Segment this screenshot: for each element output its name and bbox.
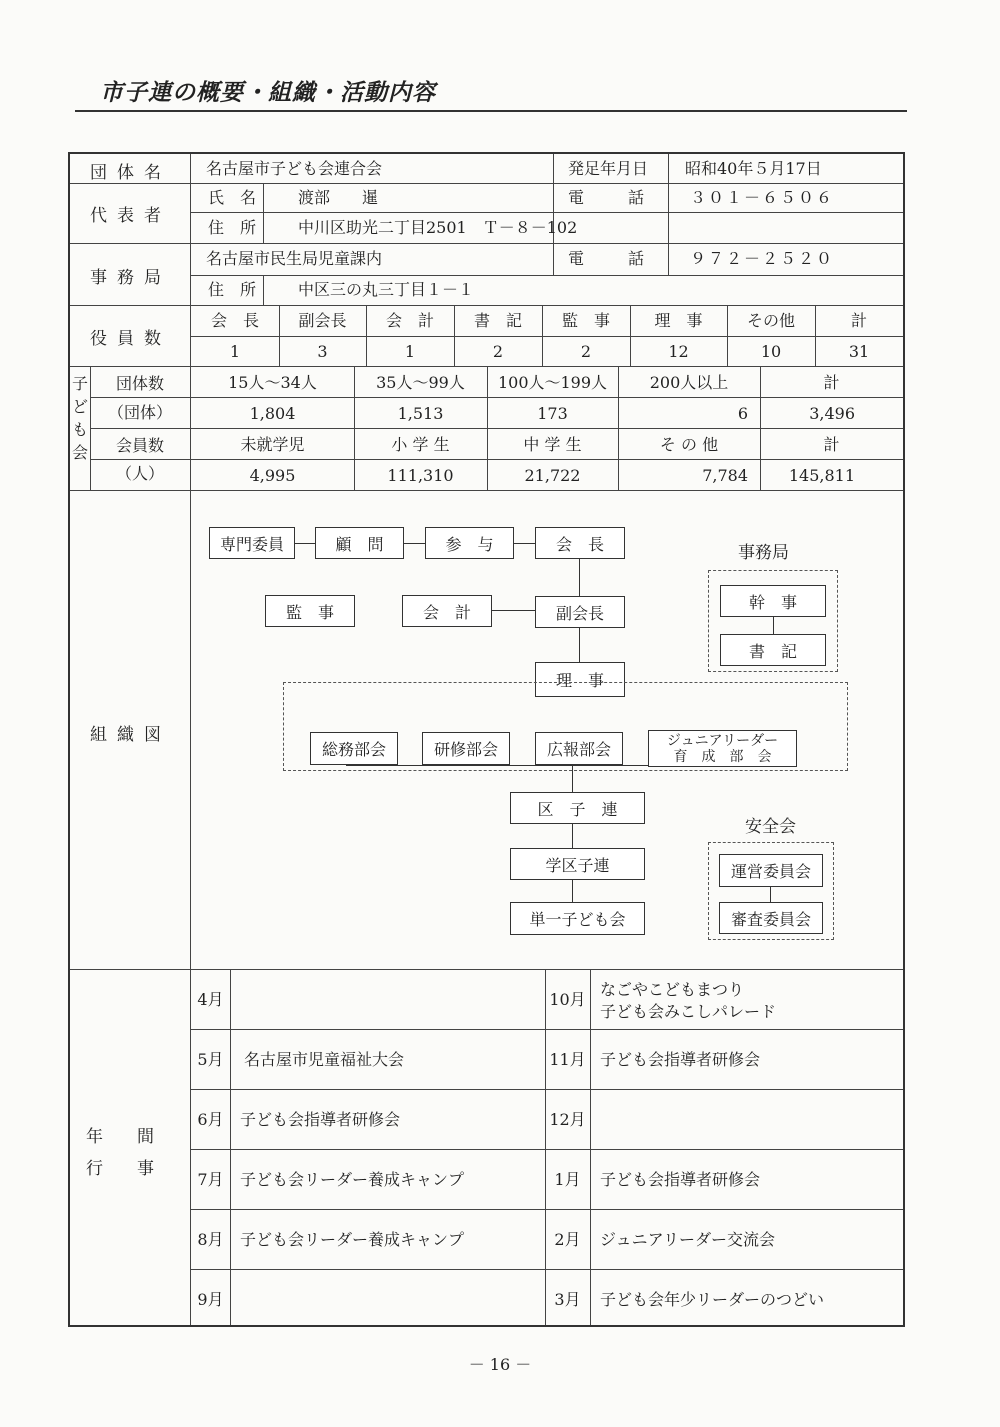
officer-count: 1 (404, 342, 416, 361)
junior-line-2: 育 成 部 会 (673, 748, 772, 765)
officer-header: 会 計 (385, 311, 434, 330)
row-rule (190, 1029, 903, 1030)
officer-count: 2 (580, 342, 592, 361)
connector (572, 880, 573, 902)
office-address: 中区三の丸三丁目１－１ (298, 280, 475, 299)
connector (492, 610, 535, 611)
chart-box-kenshu: 研修部会 (422, 732, 510, 765)
group-header: 100人～199人 (497, 373, 608, 392)
rep-name: 渡部 暹 (298, 188, 379, 207)
row-rule (90, 397, 903, 398)
member-count: 4,995 (249, 466, 296, 485)
chart-box-shinsa: 審査委員会 (719, 902, 823, 934)
row-rule (70, 183, 903, 184)
members-label-unit: （人） (115, 464, 164, 483)
chart-box-kaikei: 会 計 (402, 595, 492, 627)
org-name: 名古屋市子ども会連合会 (206, 159, 383, 178)
event-month: 3月 (554, 1290, 581, 1309)
row-rule (190, 275, 903, 276)
officer-header: 計 (850, 311, 867, 330)
event-text: 子ども会年少リーダーのつどい (600, 1290, 825, 1309)
chart-box-kanji: 監 事 (265, 595, 355, 627)
junior-line-1: ジュニアリーダー (666, 732, 779, 749)
officer-header: 会 長 (210, 311, 259, 330)
event-text: 子ども会指導者研修会 (600, 1050, 761, 1069)
member-header: 計 (823, 435, 840, 454)
officer-count: 3 (317, 342, 328, 361)
row-rule (190, 212, 903, 213)
chart-box-junior (648, 730, 797, 767)
office-tel: ９７２－２５２０ (690, 249, 835, 268)
group-count: 1,513 (397, 404, 444, 423)
founded-date: 昭和40年５月17日 (685, 159, 822, 178)
title-rule (75, 110, 907, 112)
row-rule (90, 459, 903, 460)
col-rule (545, 969, 546, 1325)
row-rule (70, 243, 903, 244)
member-header: 小 学 生 (391, 435, 450, 454)
col-rule (553, 154, 554, 275)
col-rule (263, 183, 264, 243)
row-rule (190, 1149, 903, 1150)
office-label: 事務局 (90, 268, 171, 288)
connector (572, 824, 573, 848)
members-label: 会員数 (115, 436, 164, 455)
connector (404, 543, 425, 544)
chart-box-kaicho: 会 長 (535, 527, 625, 559)
chart-box-tanitsu: 単一子ども会 (510, 902, 645, 935)
chart-box-koho: 広報部会 (535, 732, 623, 765)
chart-box-shoki: 書 記 (720, 634, 826, 666)
row-rule (70, 969, 903, 970)
office-name: 名古屋市民生局児童課内 (206, 249, 383, 268)
group-header: 15人～34人 (228, 373, 317, 392)
member-count: 111,310 (387, 466, 454, 485)
office-group-title: 事務局 (738, 543, 789, 563)
annual-events-label-1: 年 間 (86, 1127, 154, 1147)
event-month: 6月 (197, 1110, 224, 1129)
event-month: 12月 (549, 1110, 586, 1129)
office-address-label: 住 所 (208, 280, 257, 299)
groups-label: 団体数 (115, 374, 164, 393)
member-count: 7,784 (702, 466, 748, 485)
chart-box-kukoren: 区 子 連 (510, 792, 645, 824)
chart-box-senmon: 専門委員 (209, 527, 295, 559)
page-title: 市子連の概要・組織・活動内容 (100, 80, 436, 106)
event-text: 子ども会リーダー養成キャンプ (240, 1230, 465, 1249)
group-header: 35人～99人 (376, 373, 465, 392)
page-number: － 16 － (468, 1355, 532, 1374)
safety-group-title: 安全会 (745, 817, 796, 837)
officer-count: 1 (229, 342, 241, 361)
event-text-2: 子ども会みこしパレード (600, 1002, 777, 1021)
event-text: 子ども会指導者研修会 (600, 1170, 761, 1189)
row-rule (190, 1089, 903, 1090)
groups-label-unit: （団体） (107, 403, 172, 422)
officer-header: 理 事 (654, 311, 703, 330)
officer-header: 書 記 (473, 311, 522, 330)
event-month: 5月 (197, 1050, 224, 1069)
chart-box-unei: 運営委員会 (719, 854, 823, 887)
office-tel-label: 電 話 (568, 249, 649, 268)
officer-header: その他 (746, 311, 795, 330)
event-month: 1月 (554, 1170, 581, 1189)
member-header: そ の 他 (659, 435, 719, 454)
member-count-total: 145,811 (788, 466, 855, 485)
officer-count: 10 (760, 342, 782, 361)
event-text: 子ども会指導者研修会 (240, 1110, 401, 1129)
member-header: 中 学 生 (523, 435, 582, 454)
founded-label: 発足年月日 (568, 159, 649, 178)
event-text: なごやこどもまつり (600, 980, 745, 999)
connector (514, 543, 535, 544)
row-rule (90, 428, 903, 429)
event-month: 9月 (197, 1290, 224, 1309)
officer-header: 副会長 (298, 311, 347, 330)
rep-address-label: 住 所 (208, 218, 257, 237)
org-chart-label: 組織図 (90, 725, 171, 745)
group-count: 1,804 (249, 404, 296, 423)
group-header: 200人以上 (649, 373, 729, 392)
group-count: 6 (737, 404, 748, 423)
group-count-total: 3,496 (809, 404, 855, 423)
chart-box-komon: 顧 問 (315, 527, 404, 559)
chart-box-somu: 総務部会 (310, 732, 398, 765)
event-text: ジュニアリーダー交流会 (600, 1230, 776, 1249)
event-month: 4月 (197, 990, 224, 1009)
officers-label: 役員数 (90, 329, 171, 349)
row-rule (190, 1269, 903, 1270)
event-month: 8月 (197, 1230, 224, 1249)
row-rule (190, 1209, 903, 1210)
col-rule (230, 969, 231, 1325)
member-header: 未就学児 (240, 435, 305, 454)
connector (579, 628, 580, 662)
rep-address: 中川区助光二丁目2501 Ｔ－８－102 (298, 218, 578, 237)
row-rule (190, 336, 903, 337)
event-month: 2月 (554, 1230, 581, 1249)
chart-box-fukukaicho: 副会長 (535, 596, 625, 628)
group-header: 計 (823, 373, 840, 392)
chart-box-sanyo: 参 与 (425, 527, 514, 559)
chart-box-riji: 理 事 (535, 662, 625, 697)
org-name-label: 団体名 (90, 163, 171, 183)
chart-box-kanji2: 幹 事 (720, 585, 826, 617)
rep-name-label: 氏 名 (208, 188, 257, 207)
annual-events-label-2: 行 事 (86, 1159, 154, 1179)
group-count: 173 (537, 404, 568, 423)
chart-box-gakku: 学区子連 (510, 848, 645, 880)
officer-header: 監 事 (561, 311, 610, 330)
event-month: 7月 (197, 1170, 224, 1189)
event-text: 名古屋市児童福祉大会 (244, 1050, 405, 1069)
event-text: 子ども会リーダー養成キャンプ (240, 1170, 465, 1189)
connector (579, 559, 580, 596)
overview-table (68, 152, 905, 1327)
officer-count: 31 (848, 342, 870, 361)
rep-tel: ３０１－６５０６ (690, 188, 835, 207)
event-month: 10月 (549, 990, 586, 1009)
col-rule (668, 154, 669, 275)
representative-label: 代表者 (90, 206, 171, 226)
rep-tel-label: 電 話 (568, 188, 649, 207)
col-rule (263, 275, 264, 305)
member-count: 21,722 (524, 466, 581, 485)
officer-count: 2 (492, 342, 504, 361)
connector (295, 543, 315, 544)
row-rule (70, 490, 903, 491)
children-assoc-label: 子ども会 (72, 374, 89, 462)
officer-count: 12 (668, 342, 689, 361)
col-rule (590, 969, 591, 1325)
event-month: 11月 (549, 1050, 586, 1069)
row-rule (70, 305, 903, 306)
